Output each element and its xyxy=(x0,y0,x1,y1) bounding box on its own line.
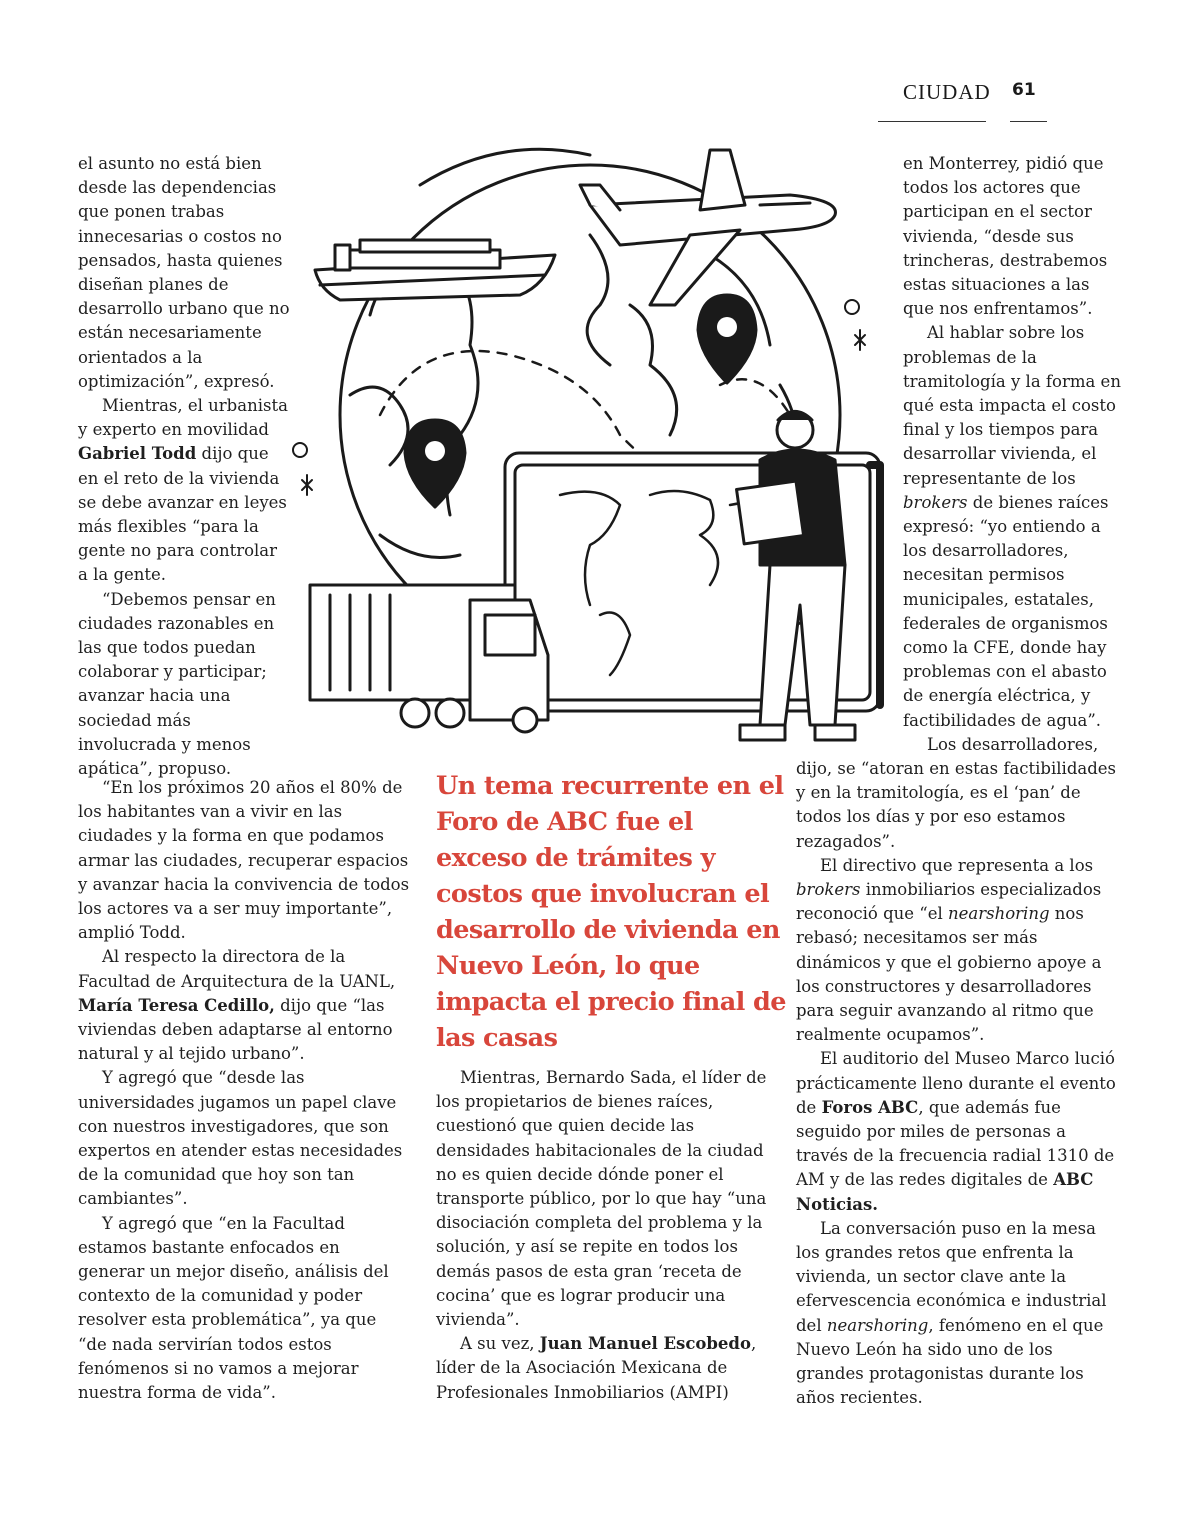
paragraph: Y agregó que “en la Facultad estamos bastante enfocados en generar un mejor diseño, análisis del contexto de la comunidad y poder resolver esta problemática”, ya que “de nada servirían todos estos fenómenos si no vamos a mejorar nuestra forma de vida”. xyxy=(78,1213,389,1403)
header-rule-right xyxy=(1010,121,1047,122)
paragraph: Y agregó que “desde las universidades jugamos un papel clave con nuestros investigadores, que son expertos en atender estas necesidades de la comunidad que hoy son tan cambiantes”. xyxy=(78,1068,403,1209)
brand-name: ABC Noticias. xyxy=(796,1170,1094,1214)
italic-term: brokers xyxy=(796,880,861,900)
logistics-illustration xyxy=(290,135,900,755)
brand-name: Foros ABC xyxy=(821,1097,919,1117)
article-column-left-lower xyxy=(78,776,410,1405)
section-title: CIUDAD xyxy=(903,80,991,104)
page-number: 61 xyxy=(1012,80,1036,100)
paragraph: Al hablar sobre los problemas de la tramitología y la forma en qué esta impacta el costo final y los tiempos para desarrollar vivienda, el representante de los brokers de bienes raíces expresó: “yo entiendo a los desarrolladores, necesitan permisos municipales, estatales, federales de organismos como la CFE, donde hay problemas con el abasto de energía eléctrica, y factibilidades de agua”. xyxy=(903,323,1121,730)
paragraph: El directivo que representa a los brokers inmobiliarios especializados reconoció que “el nearshoring nos rebasó; necesitamos ser más dinámicos y que el gobierno apoye a los constructores y desarrolladores para seguir avanzando al ritmo que realmente ocupamos”. xyxy=(796,855,1102,1045)
paragraph: Mientras, Bernardo Sada, el líder de los propietarios de bienes raíces, cuestionó que quien decide las densidades habitacionales de la ciudad no es quien decide dónde poner el transporte público, por lo que hay “una disociación completa del problema y la solución, y así se repite en todos los demás pasos de esta gran ‘receta de cocina’ que es lograr producir una vivienda”. xyxy=(436,1068,767,1330)
paragraph: “En los próximos 20 años el 80% de los habitantes van a vivir en las ciudades y la forma en que podamos armar las ciudades, recuperar espacios y avanzar hacia la convivencia de todos los actores va a ser muy importante”, amplió Todd. xyxy=(78,778,410,943)
italic-term: nearshoring xyxy=(826,1315,929,1335)
article-column-right xyxy=(796,757,1120,1410)
article-column-middle xyxy=(436,1066,770,1405)
header-rule-left xyxy=(878,121,986,122)
article-column-left xyxy=(78,152,292,781)
paragraph: Al respecto la directora de la Facultad de Arquitectura de la UANL, María Teresa Cedillo, dijo que “las viviendas deben adaptarse al entorno natural y al tejido urbano”. xyxy=(78,947,396,1064)
paragraph: dijo, se “atoran en estas factibilidades y en la tramitología, es el ‘pan’ de todos los días y por eso estamos rezagados”. xyxy=(796,759,1117,851)
paragraph: “Debemos pensar en ciudades razonables en las que todos puedan colaborar y participar; avanzar hacia una sociedad más involucrada y menos apática”, propuso. xyxy=(78,589,276,779)
truck-icon xyxy=(310,585,548,732)
person-name: Juan Manuel Escobedo xyxy=(539,1334,751,1354)
paragraph: Los desarrolladores, xyxy=(927,734,1099,754)
paragraph: A su vez, Juan Manuel Escobedo, líder de la Asociación Mexicana de Profesionales Inmobiliarios (AMPI) xyxy=(436,1334,757,1402)
paragraph: La conversación puso en la mesa los grandes retos que enfrenta la vivienda, un sector clave ante la efervescencia económica e industrial del nearshoring, fenómeno en el que Nuevo León ha sido uno de los grandes protagonistas durante los años recientes. xyxy=(796,1218,1107,1408)
italic-term: brokers xyxy=(903,492,968,512)
paragraph: El auditorio del Museo Marco lució prácticamente lleno durante el evento de Foros ABC, que además fue seguido por miles de personas a través de la frecuencia radial 1310 de AM y de las redes digitales de ABC Noticias. xyxy=(796,1049,1116,1214)
paragraph: en Monterrey, pidió que todos los actores que participan en el sector vivienda, “desde sus trincheras, destrabemos estas situaciones a las que nos enfrentamos”. xyxy=(903,154,1108,319)
person-name: Gabriel Todd xyxy=(78,444,197,464)
pull-quote: Un tema recurrente en el Foro de ABC fue el exceso de trámites y costos que involucran el desarrollo de vivienda en Nuevo León, lo que impacta el precio final de las casas xyxy=(436,771,786,1053)
italic-term: nearshoring xyxy=(948,904,1050,924)
paragraph: Mientras, el urbanista y experto en movilidad Gabriel Todd dijo que en el reto de la vivienda se debe avanzar en leyes más flexibles “para la gente no para controlar a la gente. xyxy=(78,396,288,585)
article-column-right-top xyxy=(903,152,1125,757)
paragraph: el asunto no está bien desde las dependencias que ponen trabas innecesarias o costos no pensados, hasta quienes diseñan planes de desarrollo urbano que no están necesariamente orientados a la optimización”, expresó. xyxy=(78,154,290,391)
person-name: María Teresa Cedillo, xyxy=(78,995,275,1015)
